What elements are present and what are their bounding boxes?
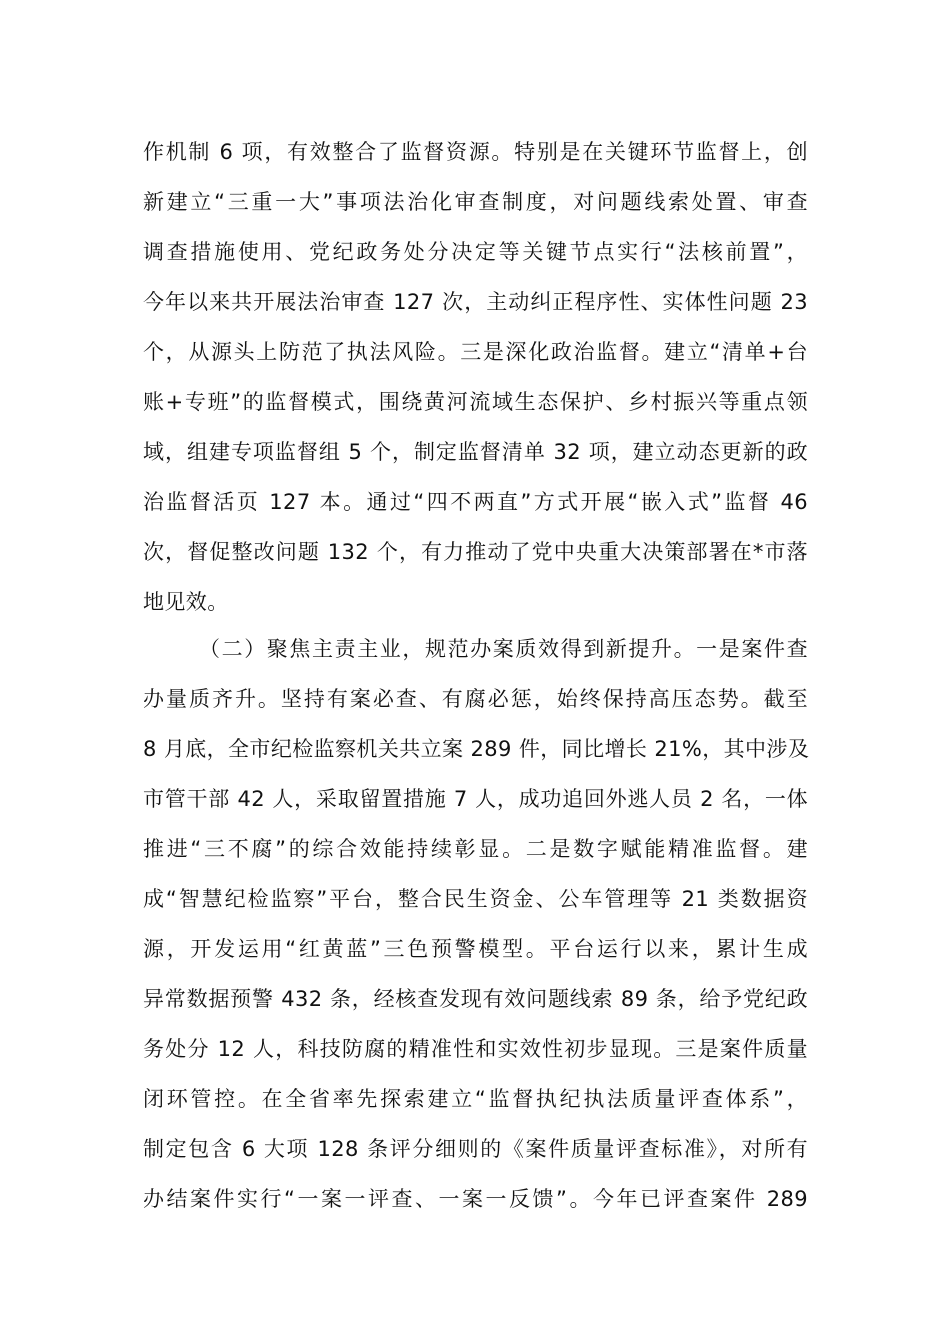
paragraph-1-line: 治监督活页 127 本。通过“四不两直”方式开展“嵌入式”监督 46 [143, 490, 808, 514]
paragraph-1-line: 调查措施使用、党纪政务处分决定等关键节点实行“法核前置”， [143, 240, 808, 264]
paragraph-1-line: 个，从源头上防范了执法风险。三是深化政治监督。建立“清单+台 [143, 340, 808, 364]
paragraph-2-line: 办结案件实行“一案一评查、一案一反馈”。今年已评查案件 289 [143, 1187, 808, 1211]
paragraph-2-line: 办量质齐升。坚持有案必查、有腐必惩，始终保持高压态势。截至 [143, 687, 808, 711]
paragraph-2-line: 闭环管控。在全省率先探索建立“监督执纪执法质量评查体系”， [143, 1087, 808, 1111]
paragraph-2-line: 推进“三不腐”的综合效能持续彰显。二是数字赋能精准监督。建 [143, 837, 808, 861]
paragraph-2-line: 务处分 12 人，科技防腐的精准性和实效性初步显现。三是案件质量 [143, 1037, 808, 1061]
paragraph-1-line: 账+专班”的监督模式，围绕黄河流域生态保护、乡村振兴等重点领 [143, 390, 808, 414]
paragraph-2-line: 市管干部 42 人，采取留置措施 7 人，成功追回外逃人员 2 名，一体 [143, 787, 808, 811]
paragraph-1-line: 作机制 6 项，有效整合了监督资源。特别是在关键环节监督上，创 [143, 140, 808, 164]
paragraph-1-line: 地见效。 [143, 590, 229, 614]
paragraph-2-line: 制定包含 6 大项 128 条评分细则的《案件质量评查标准》，对所有 [143, 1137, 808, 1161]
paragraph-2-line: 异常数据预警 432 条，经核查发现有效问题线索 89 条，给予党纪政 [143, 987, 808, 1011]
paragraph-2-line: 成“智慧纪检监察”平台，整合民生资金、公车管理等 21 类数据资 [143, 887, 808, 911]
paragraph-2-line: 源，开发运用“红黄蓝”三色预警模型。平台运行以来，累计生成 [143, 937, 808, 961]
paragraph-2-line: （二）聚焦主责主业，规范办案质效得到新提升。一是案件查 [199, 637, 808, 661]
paragraph-1-line: 次，督促整改问题 132 个，有力推动了党中央重大决策部署在*市落 [143, 540, 808, 564]
paragraph-2-line: 8 月底，全市纪检监察机关共立案 289 件，同比增长 21%，其中涉及 [143, 737, 810, 761]
paragraph-1-line: 域，组建专项监督组 5 个，制定监督清单 32 项，建立动态更新的政 [143, 440, 808, 464]
paragraph-1-line: 今年以来共开展法治审查 127 次，主动纠正程序性、实体性问题 23 [143, 290, 808, 314]
paragraph-1-line: 新建立“三重一大”事项法治化审查制度，对问题线索处置、审查 [143, 190, 808, 214]
